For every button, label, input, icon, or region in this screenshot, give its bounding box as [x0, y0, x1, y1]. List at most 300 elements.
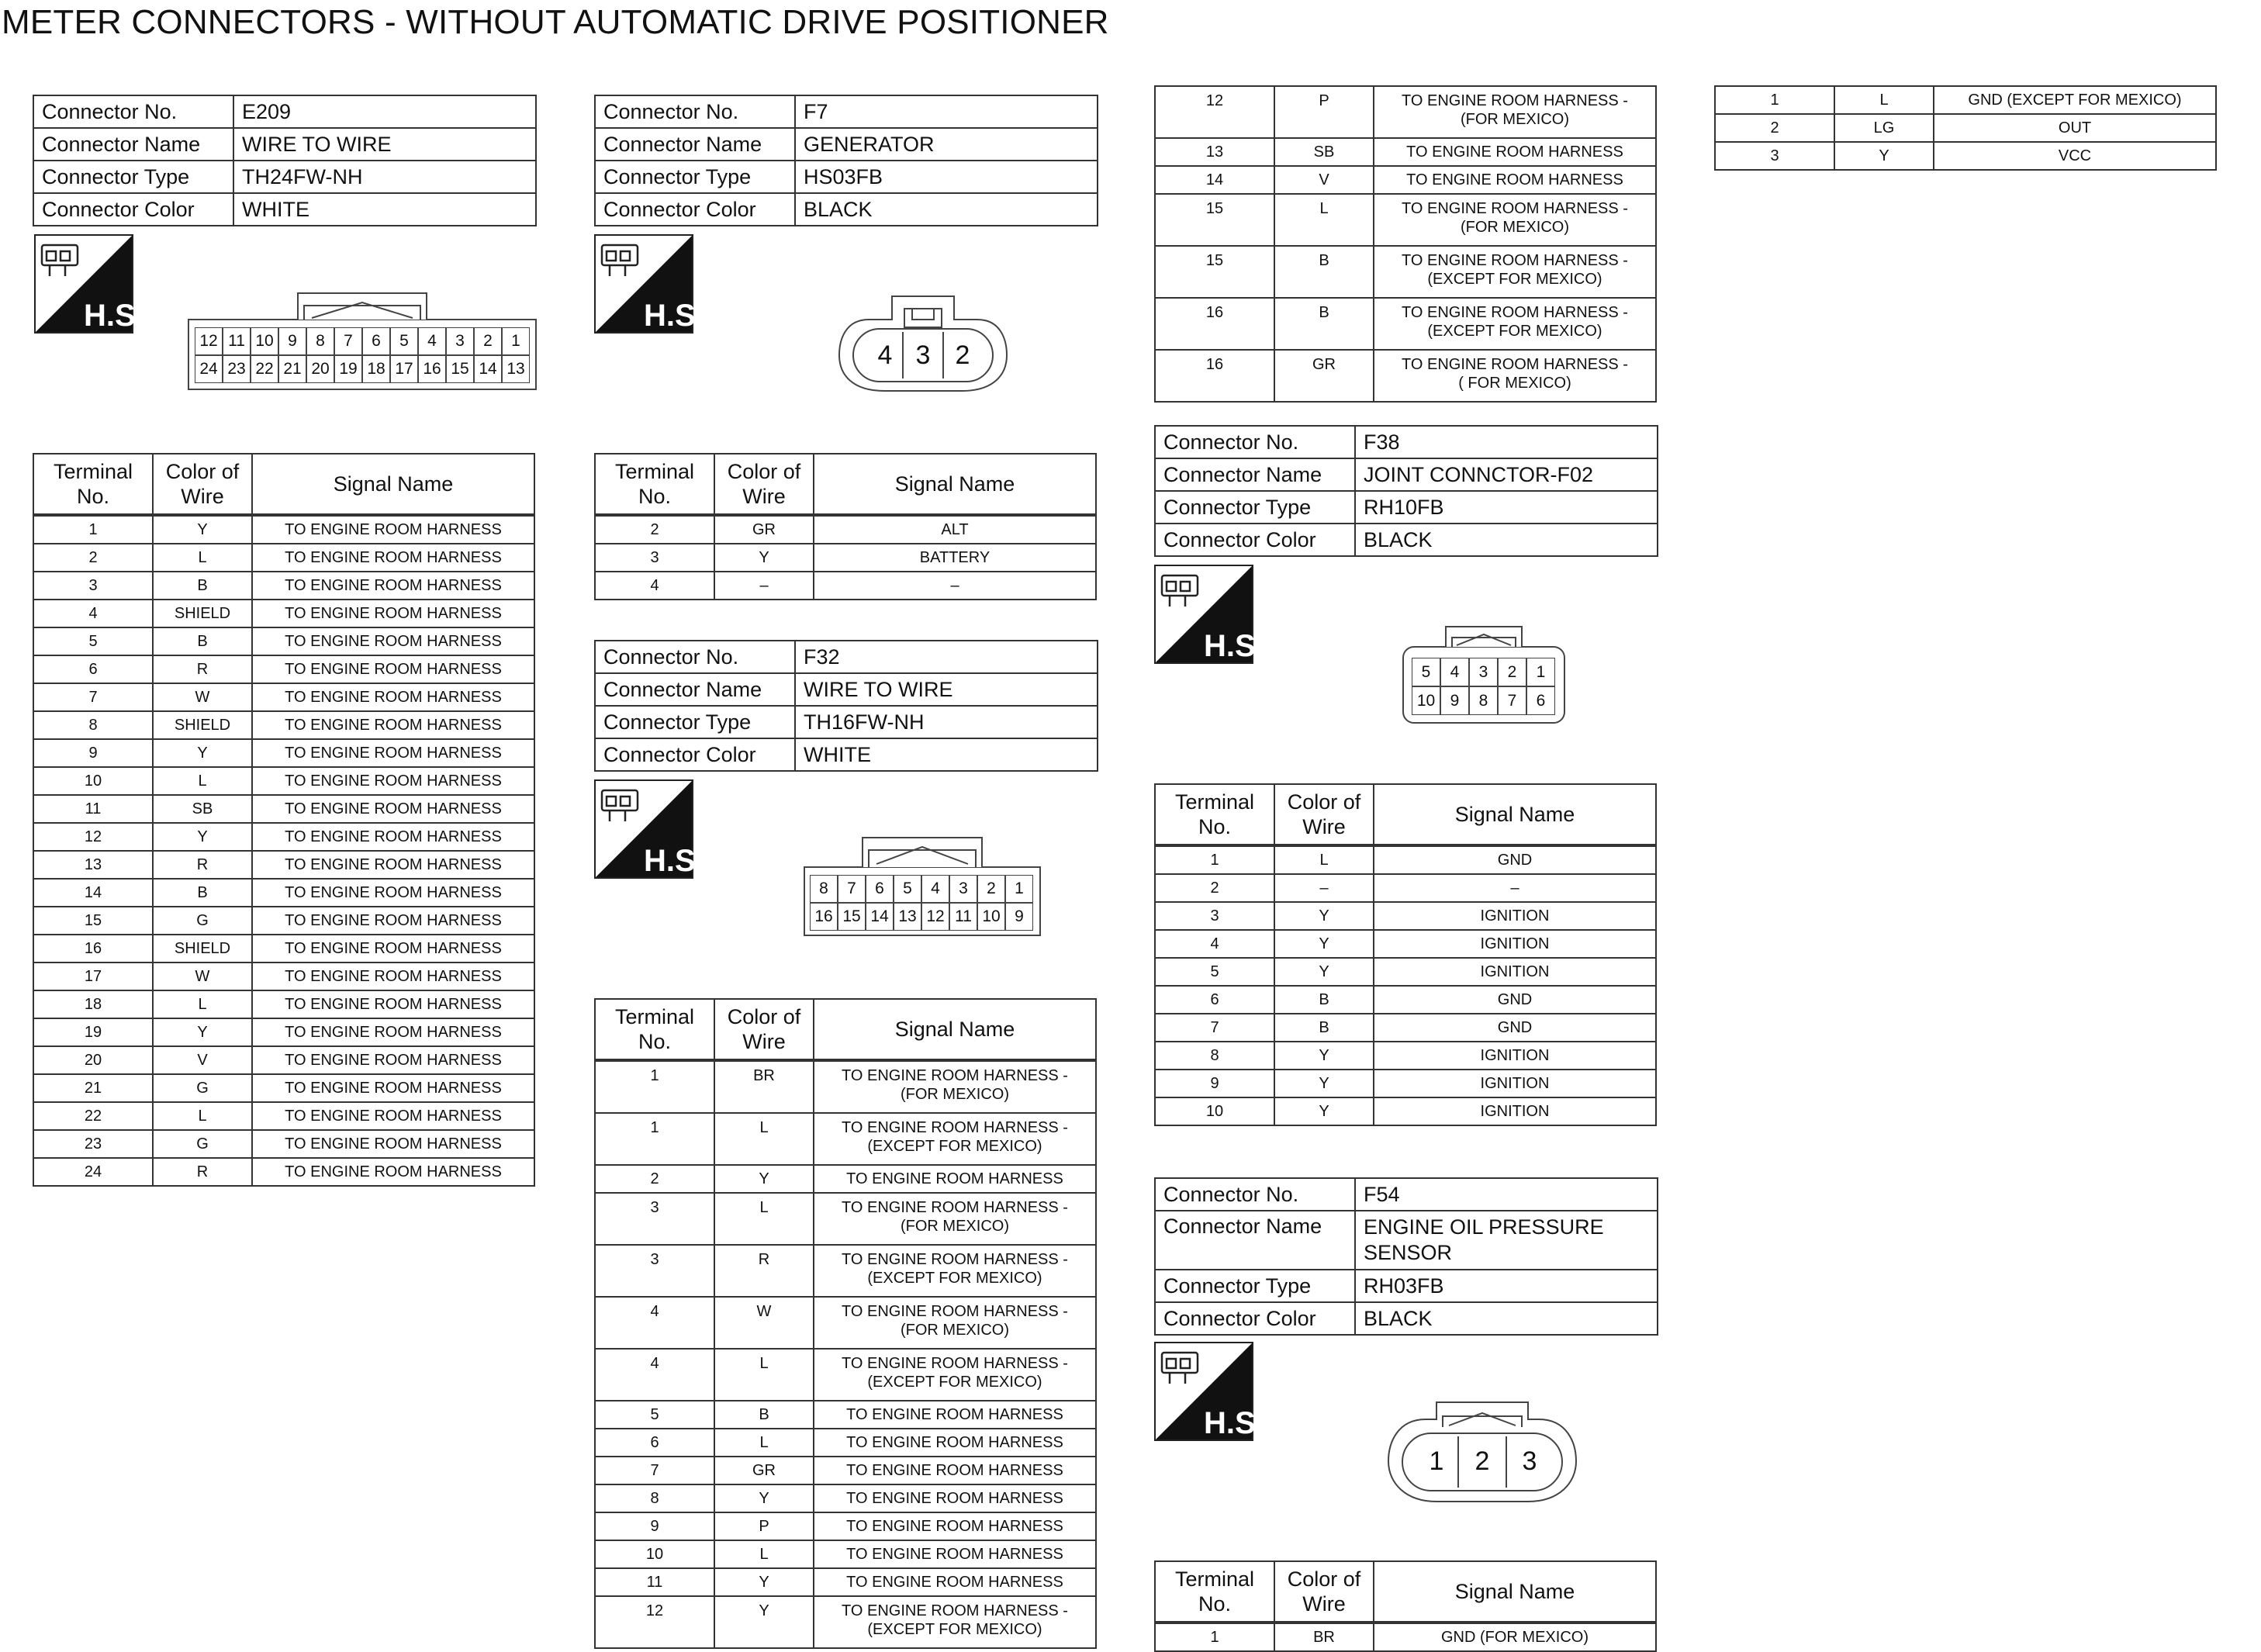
pin-label: 6: [866, 875, 894, 903]
pin-label: 10: [977, 903, 1005, 931]
terminal-no: 1: [1155, 845, 1274, 874]
signal-name: TO ENGINE ROOM HARNESS: [252, 627, 534, 655]
terminal-no: 13: [33, 851, 153, 879]
header-signal-name: Signal Name: [252, 454, 534, 515]
pin-label: 10: [1412, 686, 1440, 715]
wire-color: G: [153, 1074, 252, 1102]
wire-color: L: [153, 990, 252, 1018]
pin-label: 16: [418, 355, 446, 383]
pin-label: 11: [949, 903, 977, 931]
wire-color: Y: [714, 544, 814, 572]
table-row: [33, 515, 534, 544]
signal-name: GND (FOR MEXICO): [1374, 1623, 1656, 1651]
signal-name: TO ENGINE ROOM HARNESS - (FOR MEXICO): [814, 1193, 1096, 1245]
label: Connector Color: [595, 193, 795, 226]
table-row: [1155, 1042, 1656, 1070]
terminal-no: 15: [1155, 246, 1274, 298]
signal-name: TO ENGINE ROOM HARNESS: [252, 1158, 534, 1186]
table-row: [595, 1429, 1096, 1457]
signal-name: IGNITION: [1374, 902, 1656, 930]
table-row: [1155, 138, 1656, 166]
terminal-no: 7: [1155, 1014, 1274, 1042]
signal-name: TO ENGINE ROOM HARNESS: [252, 544, 534, 572]
table-row: [33, 907, 534, 935]
wire-color: B: [153, 572, 252, 600]
terminal-no: 23: [33, 1130, 153, 1158]
terminal-no: 24: [33, 1158, 153, 1186]
terminal-table-e209: [33, 453, 535, 1187]
table-row: [1155, 874, 1656, 902]
label: Connector Color: [33, 193, 233, 226]
terminal-table-f32: [594, 998, 1097, 1649]
connector-no: F54: [1355, 1178, 1658, 1211]
connector-name: JOINT CONNCTOR-F02: [1355, 458, 1658, 491]
wire-color: B: [1274, 298, 1374, 350]
terminal-no: 7: [33, 683, 153, 711]
terminal-table-f32-continued: [1154, 85, 1657, 403]
header-color-of-wire: Color of Wire: [714, 454, 814, 515]
terminal-table-f54: [1154, 1560, 1657, 1652]
connector-info-f32: [594, 640, 1098, 772]
pin-label: 8: [1469, 686, 1498, 715]
label: Connector Name: [595, 128, 795, 161]
table-row: [595, 1060, 1096, 1113]
table-row: [595, 1297, 1096, 1349]
table-row: [33, 795, 534, 823]
pin-label: 11: [223, 327, 251, 355]
signal-name: TO ENGINE ROOM HARNESS: [252, 990, 534, 1018]
terminal-no: 9: [1155, 1070, 1274, 1097]
pin-label: 8: [306, 327, 334, 355]
wire-color: GR: [714, 1457, 814, 1484]
connector-type: RH10FB: [1355, 491, 1658, 524]
terminal-no: 3: [595, 544, 714, 572]
table-row: [595, 1457, 1096, 1484]
terminal-no: 5: [1155, 958, 1274, 986]
terminal-no: 3: [33, 572, 153, 600]
signal-name: TO ENGINE ROOM HARNESS: [252, 1046, 534, 1074]
table-row: [1155, 845, 1656, 874]
table-row: [33, 767, 534, 795]
terminal-no: 12: [595, 1596, 714, 1648]
pin-label: 4: [1440, 658, 1469, 686]
table-row: [595, 1113, 1096, 1165]
signal-name: TO ENGINE ROOM HARNESS: [252, 600, 534, 627]
table-row: [595, 1193, 1096, 1245]
header-terminal-no: Terminal No.: [595, 999, 714, 1060]
signal-name: TO ENGINE ROOM HARNESS: [814, 1457, 1096, 1484]
table-row: [1155, 1623, 1656, 1651]
pin-label: 13: [502, 355, 530, 383]
connector-face-e209: [188, 292, 537, 391]
table-row: [33, 1074, 534, 1102]
table-row: [1155, 86, 1656, 138]
wire-color: B: [1274, 986, 1374, 1014]
wire-color: L: [714, 1193, 814, 1245]
label: Connector Type: [1155, 1270, 1355, 1302]
connector-face-f54: [1387, 1399, 1578, 1505]
connector-info-f7: [594, 95, 1098, 226]
label: Connector No.: [1155, 426, 1355, 458]
wire-color: L: [153, 544, 252, 572]
terminal-no: 12: [33, 823, 153, 851]
terminal-no: 4: [1155, 930, 1274, 958]
signal-name: TO ENGINE ROOM HARNESS: [252, 739, 534, 767]
terminal-no: 6: [1155, 986, 1274, 1014]
terminal-no: 10: [33, 767, 153, 795]
wire-color: SHIELD: [153, 935, 252, 963]
table-row: [1155, 958, 1656, 986]
pin-label: 13: [894, 903, 921, 931]
pin-label: 3: [446, 327, 474, 355]
pin-label: 4: [877, 340, 893, 370]
table-row: [1155, 902, 1656, 930]
terminal-no: 3: [595, 1245, 714, 1297]
signal-name: TO ENGINE ROOM HARNESS - (EXCEPT FOR MEXICO): [1374, 246, 1656, 298]
table-row: [33, 1018, 534, 1046]
connector-type: RH03FB: [1355, 1270, 1658, 1302]
terminal-no: 4: [595, 572, 714, 600]
connector-color: WHITE: [233, 193, 536, 226]
pin-label: 6: [362, 327, 390, 355]
pin-label: 5: [894, 875, 921, 903]
terminal-table-f54-continued: [1714, 85, 2217, 171]
terminal-no: 17: [33, 963, 153, 990]
connector-color: BLACK: [1355, 524, 1658, 556]
header-color-of-wire: Color of Wire: [1274, 784, 1374, 845]
label: Connector Type: [595, 706, 795, 738]
svg-text:H.S.: H.S.: [1204, 1406, 1264, 1440]
table-row: [33, 851, 534, 879]
wire-color: V: [1274, 166, 1374, 194]
connector-name: GENERATOR: [795, 128, 1098, 161]
terminal-no: 3: [1155, 902, 1274, 930]
wire-color: W: [153, 963, 252, 990]
wire-color: P: [1274, 86, 1374, 138]
signal-name: TO ENGINE ROOM HARNESS: [252, 1018, 534, 1046]
terminal-no: 12: [1155, 86, 1274, 138]
wire-color: B: [153, 627, 252, 655]
hs-badge-icon: [1154, 1342, 1264, 1441]
terminal-no: 9: [33, 739, 153, 767]
pin-label: 2: [1474, 1446, 1490, 1476]
terminal-no: 2: [595, 515, 714, 544]
signal-name: TO ENGINE ROOM HARNESS: [252, 1102, 534, 1130]
header-signal-name: Signal Name: [1374, 784, 1656, 845]
terminal-no: 5: [33, 627, 153, 655]
pin-label: 4: [418, 327, 446, 355]
label: Connector Type: [595, 161, 795, 193]
terminal-no: 4: [595, 1297, 714, 1349]
pin-label: 19: [334, 355, 362, 383]
label: Connector Type: [33, 161, 233, 193]
signal-name: TO ENGINE ROOM HARNESS: [252, 823, 534, 851]
pin-label: 23: [223, 355, 251, 383]
table-row: [1155, 1097, 1656, 1125]
terminal-no: 9: [595, 1512, 714, 1540]
hs-badge-icon: [1154, 565, 1264, 664]
table-row: [33, 823, 534, 851]
table-row: [33, 655, 534, 683]
signal-name: TO ENGINE ROOM HARNESS - (FOR MEXICO): [814, 1060, 1096, 1113]
wire-color: R: [153, 1158, 252, 1186]
header-signal-name: Signal Name: [1374, 1561, 1656, 1623]
signal-name: GND (EXCEPT FOR MEXICO): [1934, 86, 2216, 114]
signal-name: GND: [1374, 986, 1656, 1014]
signal-name: TO ENGINE ROOM HARNESS - (FOR MEXICO): [1374, 86, 1656, 138]
label: Connector Color: [595, 738, 795, 771]
connector-face-f38: [1402, 625, 1565, 724]
signal-name: –: [814, 572, 1096, 600]
label: Connector Name: [33, 128, 233, 161]
signal-name: TO ENGINE ROOM HARNESS: [1374, 138, 1656, 166]
page-title: METER CONNECTORS - WITHOUT AUTOMATIC DRIVE POSITIONER: [2, 3, 1109, 41]
label: Connector No.: [595, 95, 795, 128]
pin-label: 1: [502, 327, 530, 355]
signal-name: TO ENGINE ROOM HARNESS: [252, 795, 534, 823]
label: Connector Name: [595, 673, 795, 706]
terminal-table-f38: [1154, 783, 1657, 1126]
wire-color: L: [1274, 845, 1374, 874]
signal-name: TO ENGINE ROOM HARNESS: [814, 1568, 1096, 1596]
table-row: [1155, 298, 1656, 350]
signal-name: TO ENGINE ROOM HARNESS: [252, 935, 534, 963]
terminal-no: 2: [595, 1165, 714, 1193]
signal-name: TO ENGINE ROOM HARNESS: [252, 572, 534, 600]
pin-label: 1: [1005, 875, 1033, 903]
signal-name: TO ENGINE ROOM HARNESS: [814, 1484, 1096, 1512]
signal-name: TO ENGINE ROOM HARNESS: [814, 1165, 1096, 1193]
table-row: [1155, 350, 1656, 402]
table-row: [1155, 1070, 1656, 1097]
svg-text:H.S.: H.S.: [644, 844, 704, 878]
pin-label: 5: [390, 327, 418, 355]
label: Connector No.: [33, 95, 233, 128]
connector-color: BLACK: [795, 193, 1098, 226]
signal-name: GND: [1374, 845, 1656, 874]
label: Connector No.: [1155, 1178, 1355, 1211]
terminal-no: 6: [33, 655, 153, 683]
pin-label: 24: [195, 355, 223, 383]
wire-color: Y: [1274, 1070, 1374, 1097]
wire-color: Y: [1274, 1097, 1374, 1125]
pin-label: 14: [474, 355, 502, 383]
signal-name: TO ENGINE ROOM HARNESS: [814, 1401, 1096, 1429]
terminal-no: 2: [1155, 874, 1274, 902]
pin-label: 12: [921, 903, 949, 931]
signal-name: IGNITION: [1374, 1097, 1656, 1125]
wire-color: R: [153, 851, 252, 879]
signal-name: TO ENGINE ROOM HARNESS: [252, 963, 534, 990]
signal-name: IGNITION: [1374, 1070, 1656, 1097]
terminal-no: 18: [33, 990, 153, 1018]
terminal-no: 1: [1715, 86, 1834, 114]
signal-name: TO ENGINE ROOM HARNESS: [1374, 166, 1656, 194]
pin-label: 4: [921, 875, 949, 903]
table-row: [33, 1046, 534, 1074]
label: Connector Color: [1155, 1302, 1355, 1335]
wire-color: Y: [153, 739, 252, 767]
terminal-no: 4: [33, 600, 153, 627]
terminal-no: 4: [595, 1349, 714, 1401]
wire-color: Y: [1274, 1042, 1374, 1070]
table-row: [1715, 86, 2216, 114]
terminal-no: 2: [1715, 114, 1834, 142]
terminal-no: 10: [1155, 1097, 1274, 1125]
table-row: [595, 1596, 1096, 1648]
table-row: [33, 990, 534, 1018]
table-row: [595, 1568, 1096, 1596]
table-row: [595, 515, 1096, 544]
table-row: [1155, 194, 1656, 246]
terminal-no: 20: [33, 1046, 153, 1074]
wire-color: R: [714, 1245, 814, 1297]
table-row: [595, 544, 1096, 572]
wire-color: G: [153, 907, 252, 935]
pin-label: 3: [1522, 1446, 1537, 1476]
signal-name: TO ENGINE ROOM HARNESS - (FOR MEXICO): [1374, 194, 1656, 246]
wire-color: Y: [153, 823, 252, 851]
wire-color: P: [714, 1512, 814, 1540]
signal-name: TO ENGINE ROOM HARNESS - (EXCEPT FOR MEXICO): [814, 1596, 1096, 1648]
signal-name: TO ENGINE ROOM HARNESS: [252, 767, 534, 795]
table-row: [33, 572, 534, 600]
wire-color: L: [153, 1102, 252, 1130]
pin-label: 9: [1005, 903, 1033, 931]
table-row: [33, 627, 534, 655]
pin-label: 2: [474, 327, 502, 355]
wire-color: B: [1274, 1014, 1374, 1042]
table-row: [33, 963, 534, 990]
terminal-no: 16: [33, 935, 153, 963]
connector-info-f38: [1154, 425, 1658, 557]
terminal-no: 8: [1155, 1042, 1274, 1070]
terminal-no: 1: [595, 1113, 714, 1165]
pin-label: 3: [915, 340, 931, 370]
signal-name: TO ENGINE ROOM HARNESS - (FOR MEXICO): [814, 1297, 1096, 1349]
table-row: [1155, 166, 1656, 194]
signal-name: TO ENGINE ROOM HARNESS: [252, 879, 534, 907]
terminal-no: 15: [33, 907, 153, 935]
pin-label: 1: [1526, 658, 1555, 686]
pin-label: 15: [446, 355, 474, 383]
signal-name: GND: [1374, 1014, 1656, 1042]
signal-name: TO ENGINE ROOM HARNESS: [252, 1130, 534, 1158]
pin-label: 2: [1498, 658, 1526, 686]
wire-color: L: [153, 767, 252, 795]
header-signal-name: Signal Name: [814, 999, 1096, 1060]
signal-name: VCC: [1934, 142, 2216, 170]
hs-badge-icon: [34, 234, 144, 334]
terminal-no: 8: [595, 1484, 714, 1512]
connector-name: WIRE TO WIRE: [795, 673, 1098, 706]
header-color-of-wire: Color of Wire: [714, 999, 814, 1060]
terminal-no: 13: [1155, 138, 1274, 166]
pin-label: 2: [955, 340, 970, 370]
wire-color: GR: [714, 515, 814, 544]
table-row: [33, 600, 534, 627]
table-row: [33, 879, 534, 907]
wire-color: –: [714, 572, 814, 600]
wire-color: L: [1834, 86, 1934, 114]
header-color-of-wire: Color of Wire: [153, 454, 252, 515]
wire-color: Y: [1274, 958, 1374, 986]
signal-name: IGNITION: [1374, 1042, 1656, 1070]
connector-color: WHITE: [795, 738, 1098, 771]
header-terminal-no: Terminal No.: [33, 454, 153, 515]
pin-label: 21: [278, 355, 306, 383]
wire-color: Y: [153, 1018, 252, 1046]
terminal-no: 7: [595, 1457, 714, 1484]
table-row: [33, 935, 534, 963]
pin-label: 6: [1526, 686, 1555, 715]
connector-no: E209: [233, 95, 536, 128]
wire-color: L: [1274, 194, 1374, 246]
table-row: [595, 1165, 1096, 1193]
connector-info-f54: [1154, 1177, 1658, 1336]
pin-label: 5: [1412, 658, 1440, 686]
header-color-of-wire: Color of Wire: [1274, 1561, 1374, 1623]
pin-label: 20: [306, 355, 334, 383]
signal-name: TO ENGINE ROOM HARNESS - (EXCEPT FOR MEXICO): [814, 1349, 1096, 1401]
wire-color: W: [714, 1297, 814, 1349]
table-row: [1155, 930, 1656, 958]
svg-text:H.S.: H.S.: [1204, 629, 1264, 663]
wire-color: GR: [1274, 350, 1374, 402]
hs-badge-icon: [594, 234, 704, 334]
table-row: [595, 1484, 1096, 1512]
pin-label: 12: [195, 327, 223, 355]
terminal-no: 16: [1155, 298, 1274, 350]
pin-label: 7: [1498, 686, 1526, 715]
signal-name: TO ENGINE ROOM HARNESS: [252, 515, 534, 544]
table-row: [595, 1512, 1096, 1540]
signal-name: BATTERY: [814, 544, 1096, 572]
table-row: [33, 711, 534, 739]
table-row: [1155, 1014, 1656, 1042]
connector-face-f7: [838, 293, 1008, 394]
signal-name: OUT: [1934, 114, 2216, 142]
wire-color: Y: [1274, 902, 1374, 930]
wire-color: SHIELD: [153, 600, 252, 627]
pin-label: 3: [949, 875, 977, 903]
pin-label: 9: [1440, 686, 1469, 715]
terminal-no: 3: [595, 1193, 714, 1245]
connector-info-e209: [33, 95, 537, 226]
wire-color: Y: [714, 1596, 814, 1648]
wire-color: Y: [714, 1568, 814, 1596]
pin-label: 16: [810, 903, 838, 931]
label: Connector Color: [1155, 524, 1355, 556]
terminal-no: 6: [595, 1429, 714, 1457]
signal-name: –: [1374, 874, 1656, 902]
pin-label: 1: [1429, 1446, 1444, 1476]
pin-label: 8: [810, 875, 838, 903]
wire-color: L: [714, 1349, 814, 1401]
signal-name: TO ENGINE ROOM HARNESS: [252, 1074, 534, 1102]
wire-color: L: [714, 1429, 814, 1457]
pin-label: 10: [251, 327, 278, 355]
pin-label: 7: [838, 875, 866, 903]
table-row: [595, 572, 1096, 600]
table-row: [33, 1102, 534, 1130]
terminal-no: 10: [595, 1540, 714, 1568]
header-signal-name: Signal Name: [814, 454, 1096, 515]
terminal-no: 3: [1715, 142, 1834, 170]
signal-name: ALT: [814, 515, 1096, 544]
wire-color: BR: [714, 1060, 814, 1113]
svg-text:H.S.: H.S.: [644, 299, 704, 333]
